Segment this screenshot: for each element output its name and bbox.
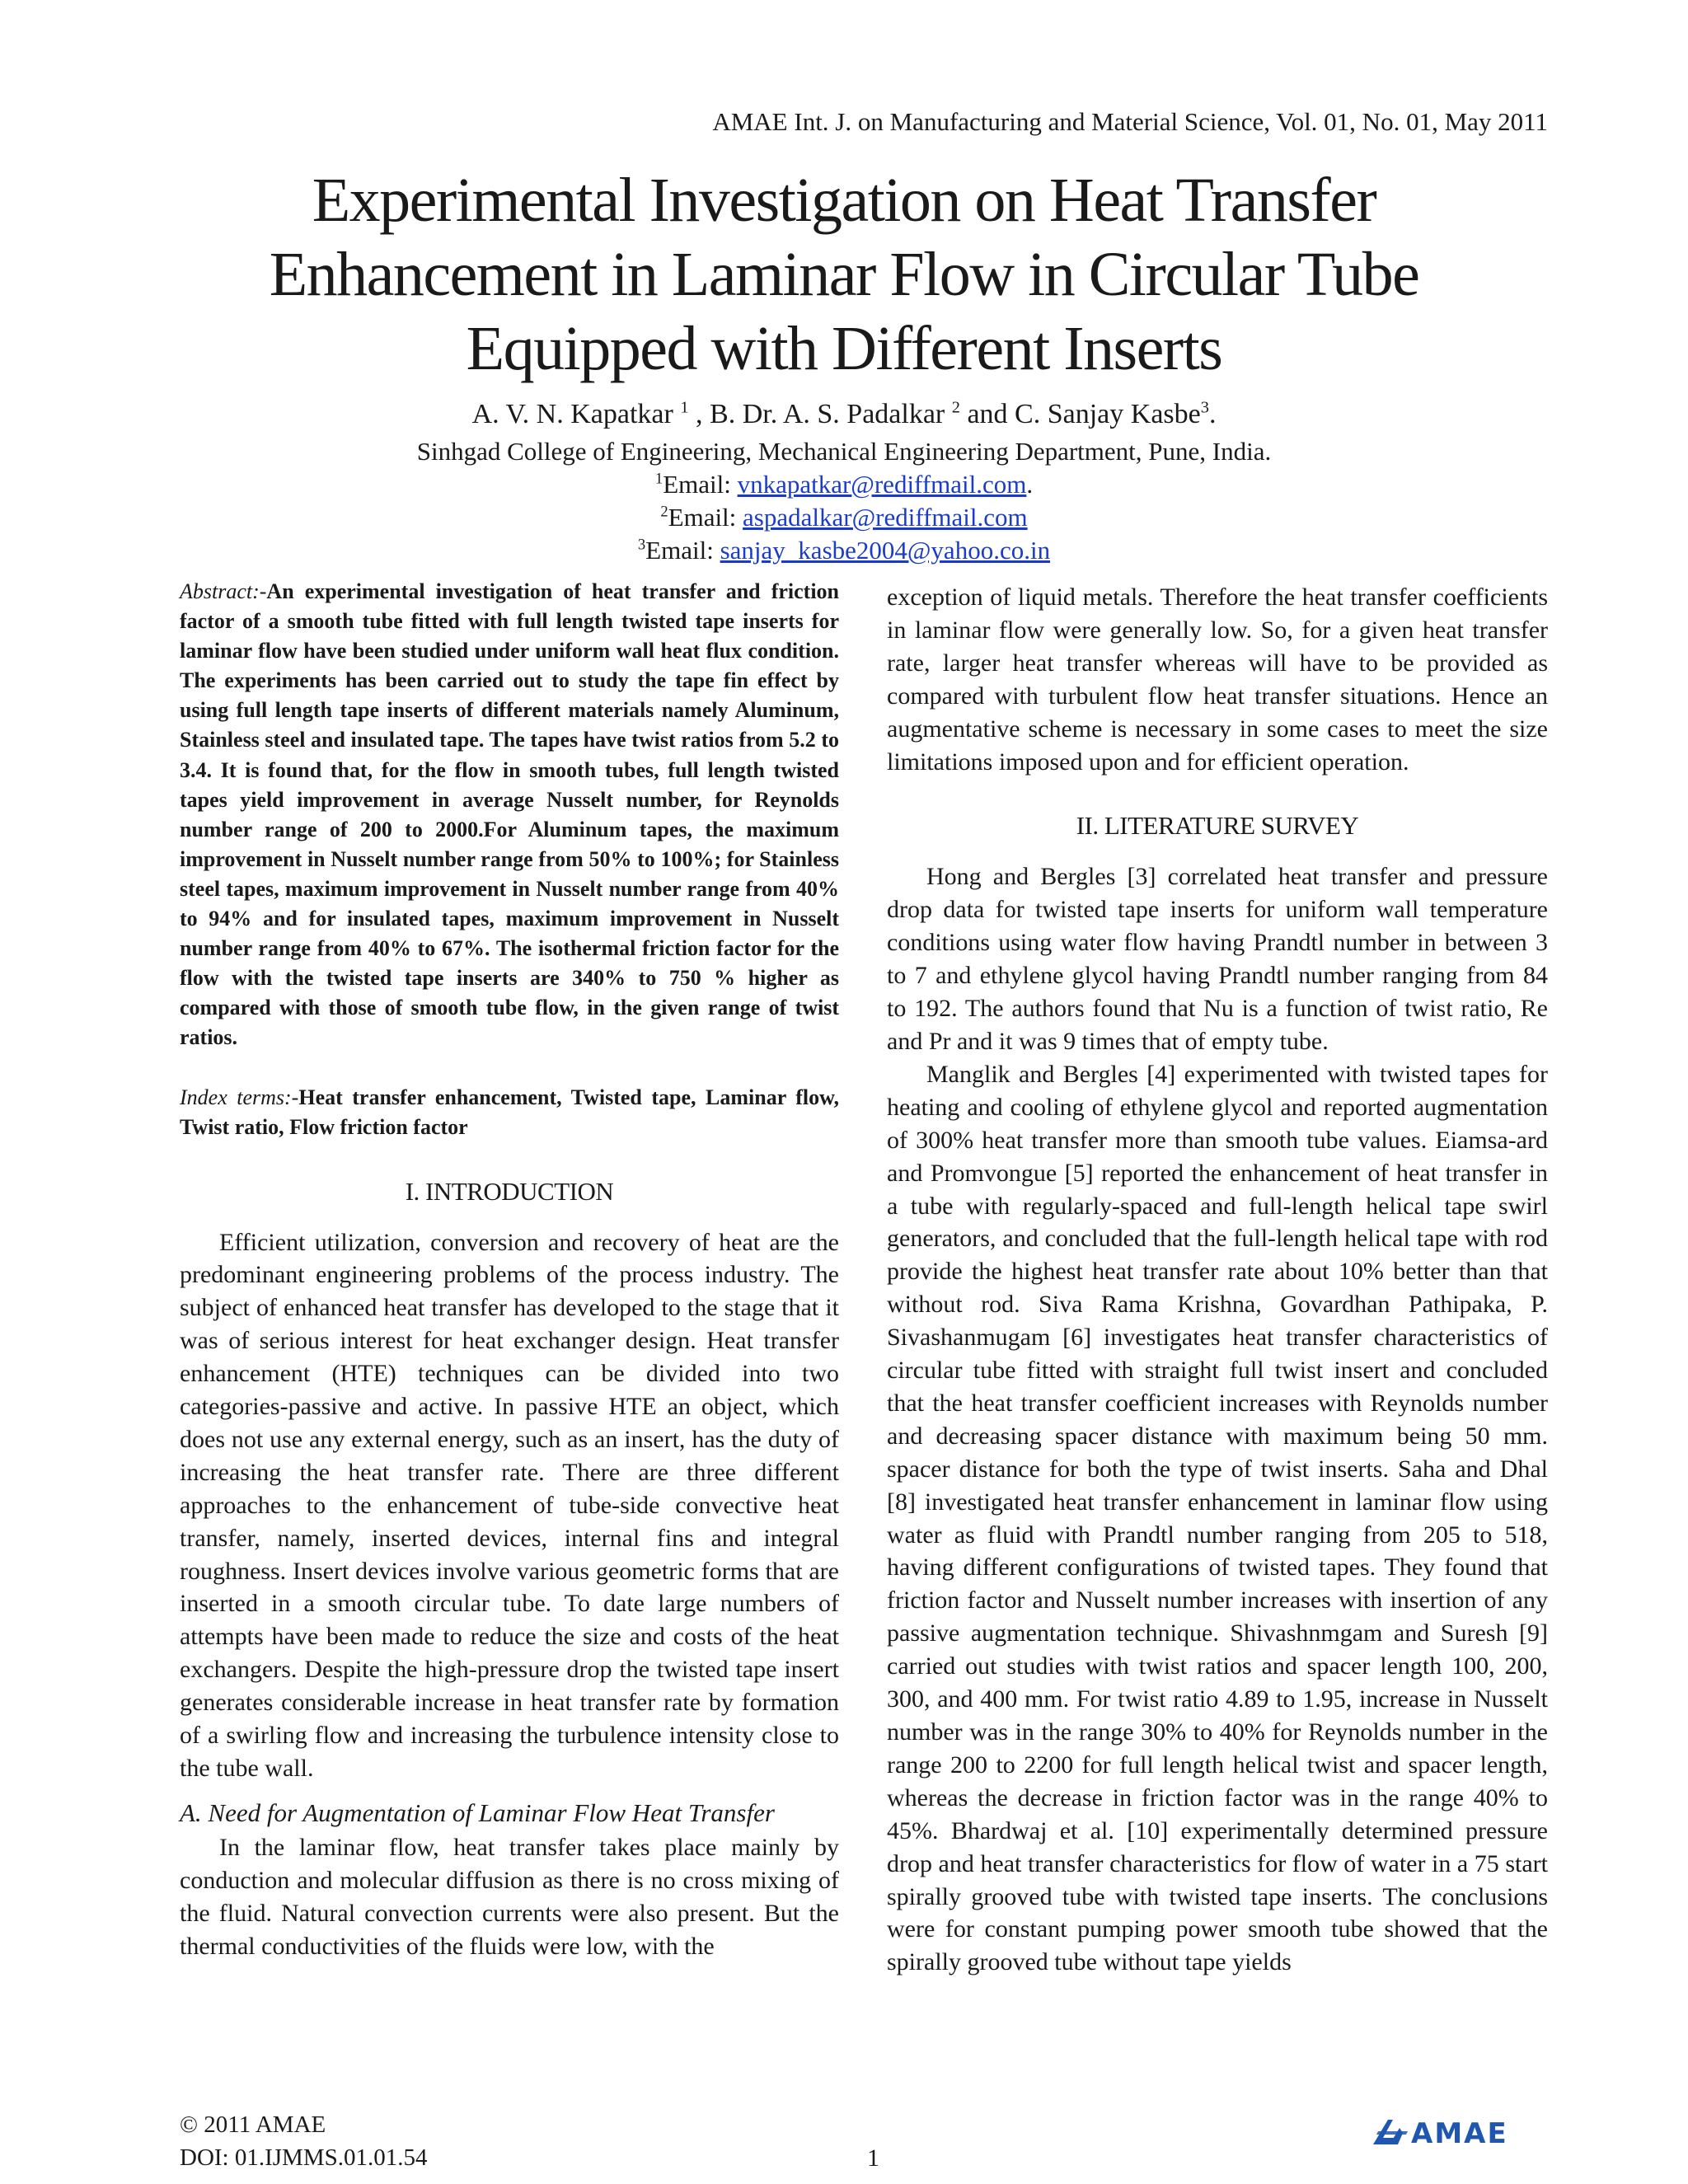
email-1-link[interactable]: vnkapatkar@rediffmail.com: [737, 470, 1027, 499]
author-3-sup: 3: [1200, 398, 1209, 417]
index-terms-label: Index terms:-: [180, 1085, 299, 1109]
abstract-label: Abstract:-: [180, 579, 267, 603]
intro-paragraph-2: In the laminar flow, heat transfer takes place mainly by conduction and molecular diffusion as there is no cross mixing of the fluid. Natural convection currents were also present. But the thermal conductivities of the fluids were low, with the: [180, 1833, 839, 1960]
author-1: A. V. N. Kapatkar: [471, 399, 681, 429]
email-line-3: [0, 536, 1688, 565]
email-2-label: Email:: [668, 503, 743, 532]
author-1-sup: 1: [680, 398, 689, 417]
email-1-sup: 1: [654, 470, 663, 488]
title-line-2: Enhancement in Laminar Flow in Circular Tube: [269, 240, 1419, 309]
page-number: 1: [867, 2144, 879, 2172]
email-2-sup: 2: [660, 503, 668, 521]
intro-paragraph-2-continued: exception of liquid metals. Therefore the heat transfer coefficients in laminar flow were generally low. So, for a given heat transfer rate, larger heat transfer whereas will have to be provided as compared with turbulent flow heat transfer situations. Hence an augmentative scheme is necessary in some cases to meet the size limitations imposed upon and for efficient operation.: [887, 583, 1548, 776]
section-heading-introduction: I. INTRODUCTION: [405, 1176, 614, 1206]
footer-doi: DOI: 01.IJMMS.01.01.54: [180, 2144, 428, 2171]
index-terms: [180, 1083, 839, 1142]
literature-paragraph-2: Manglik and Bergles [4] experimented with twisted tapes for heating and cooling of ethylene glycol and reported augmentation of 300% heat transfer more than smooth tube values. Eiamsa-ard and Promvongue [5] reported the enhancement of heat transfer in a tube with regularly-spaced and full-length helical tape swirl generators, and concluded that the full-length helical tape with rod provide the highest heat transfer rate about 10% better than that without rod. Siva Rama Krishna, Govardhan Pathipaka, P. Sivashanmugam [6] investigates heat transfer characteristics of circular tube fitted with straight full twist insert and concluded that the heat transfer coefficient increases with Reynolds number and decreasing spacer distance with maximum being 50 mm. spacer distance for both the type of twist inserts. Saha and Dhal [8] investigated heat transfer enhancement in laminar flow using water as fluid with Prandtl number ranging from 205 to 518, having different configurations of twisted tapes. They found that friction factor and Nusselt number increases with insertion of any passive augmentation technique. Shivashnmgam and Suresh [9] carried out studies with twist ratios and spacer length 100, 200, 300, and 400 mm. For twist ratio 4.89 to 1.95, increase in Nusselt number was in the range 30% to 40% for Reynolds number in the range 200 to 2200 for full length helical twist and spacer length, whereas the decrease in friction factor was in the range 40% to 45%. Bhardwaj et al. [10] experimentally determined pressure drop and heat transfer characteristics for flow of water in a 75 start spirally grooved tube with twisted tape inserts. The conclusions were for constant pumping power smooth tube showed that the spirally grooved tube without tape yields: [887, 1060, 1548, 1976]
email-line-2: [0, 503, 1688, 532]
amae-logo-text: AMAE: [1411, 2117, 1508, 2149]
intro-paragraph-1: Efficient utilization, conversion and recovery of heat are the predominant engineering problems of the process industry. The subject of enhanced heat transfer has developed to the stage that it was of serious interest for heat exchanger design. Heat transfer enhancement (HTE) techniques can be divided into two categories-passive and active. In passive HTE an object, which does not use any external energy, such as an insert, has the duty of increasing the heat transfer rate. There are three different approaches to the enhancement of tube-side convective heat transfer, namely, inserted devices, internal fins and integral roughness. Insert devices involve various geometric forms that are inserted in a smooth circular tube. To date large numbers of attempts have been made to reduce the size and costs of the heat exchangers. Despite the high-pressure drop the twisted tape insert generates considerable increase in heat transfer rate by formation of a swirling flow and increasing the turbulence intensity close to the tube wall.: [180, 1228, 839, 1782]
email-2-link[interactable]: aspadalkar@rediffmail.com: [743, 503, 1028, 532]
title-line-3: Equipped with Different Inserts: [466, 314, 1222, 383]
email-3-sup: 3: [637, 536, 646, 554]
abstract: [180, 577, 839, 1053]
literature-paragraph-1: Hong and Bergles [3] correlated heat transfer and pressure drop data for twisted tape inserts for uniform wall temperature conditions using water flow having Prandtl number in between 3 to 7 and ethylene glycol having Prandtl number ranging from 84 to 192. The authors found that Nu is a function of twist ratio, Re and Pr and it was 9 times that of empty tube.: [887, 863, 1548, 1055]
title-line-1: Experimental Investigation on Heat Transfer: [312, 166, 1376, 235]
email-1-suffix: .: [1026, 470, 1034, 499]
index-terms-text: Heat transfer enhancement, Twisted tape, Laminar flow, Twist ratio, Flow friction factor: [180, 1085, 839, 1139]
abstract-text: An experimental investigation of heat transfer and friction factor of a smooth tube fitted with full length twisted tape inserts for laminar flow have been studied under uniform wall heat flux condition. The experiments has been carried out to study the tape fin effect by using full length tape inserts of different materials namely Aluminum, Stainless steel and insulated tape. The tapes have twist ratios from 5.2 to 3.4. It is found that, for the flow in smooth tubes, full length twisted tapes yield improvement in average Nusselt number, for Reynolds number range of 200 to 2000.For Aluminum tapes, the maximum improvement in Nusselt number range from 50% to 100%; for Stainless steel tapes, maximum improvement in Nusselt number range from 40% to 94% and for insulated tapes, maximum improvement in Nusselt number range from 40% to 67%. The isothermal friction factor for the flow with the twisted tape inserts are 340% to 750 % higher as compared with those of smooth tube flow, in the given range of twist ratios.: [180, 579, 839, 1050]
footer-copyright: © 2011 AMAE: [180, 2111, 326, 2138]
email-3-link[interactable]: sanjay_kasbe2004@yahoo.co.in: [720, 536, 1051, 565]
paper-title: [0, 163, 1688, 386]
author-list: [0, 399, 1688, 430]
amae-logo-mark-icon: [1373, 2120, 1408, 2144]
email-1-label: Email:: [663, 470, 738, 499]
affiliation: Sinhgad College of Engineering, Mechanical Engineering Department, Pune, India.: [416, 437, 1272, 466]
left-column: [180, 577, 839, 1963]
amae-logo: [1372, 2113, 1551, 2149]
author-3: and C. Sanjay Kasbe: [959, 399, 1201, 429]
section-heading-literature-survey: II. LITERATURE SURVEY: [1076, 811, 1359, 841]
journal-header: AMAE Int. J. on Manufacturing and Material Science, Vol. 01, No. 01, May 2011: [712, 107, 1548, 136]
email-3-label: Email:: [645, 536, 720, 565]
author-2: , B. Dr. A. S. Padalkar: [688, 399, 952, 429]
email-line-1: [0, 470, 1688, 499]
subsection-heading-need-for-augmentation: A. Need for Augmentation of Laminar Flow Heat Transfer: [180, 1797, 775, 1827]
right-column: [887, 581, 1548, 1979]
author-list-end: .: [1208, 399, 1217, 429]
author-2-sup: 2: [951, 398, 960, 417]
